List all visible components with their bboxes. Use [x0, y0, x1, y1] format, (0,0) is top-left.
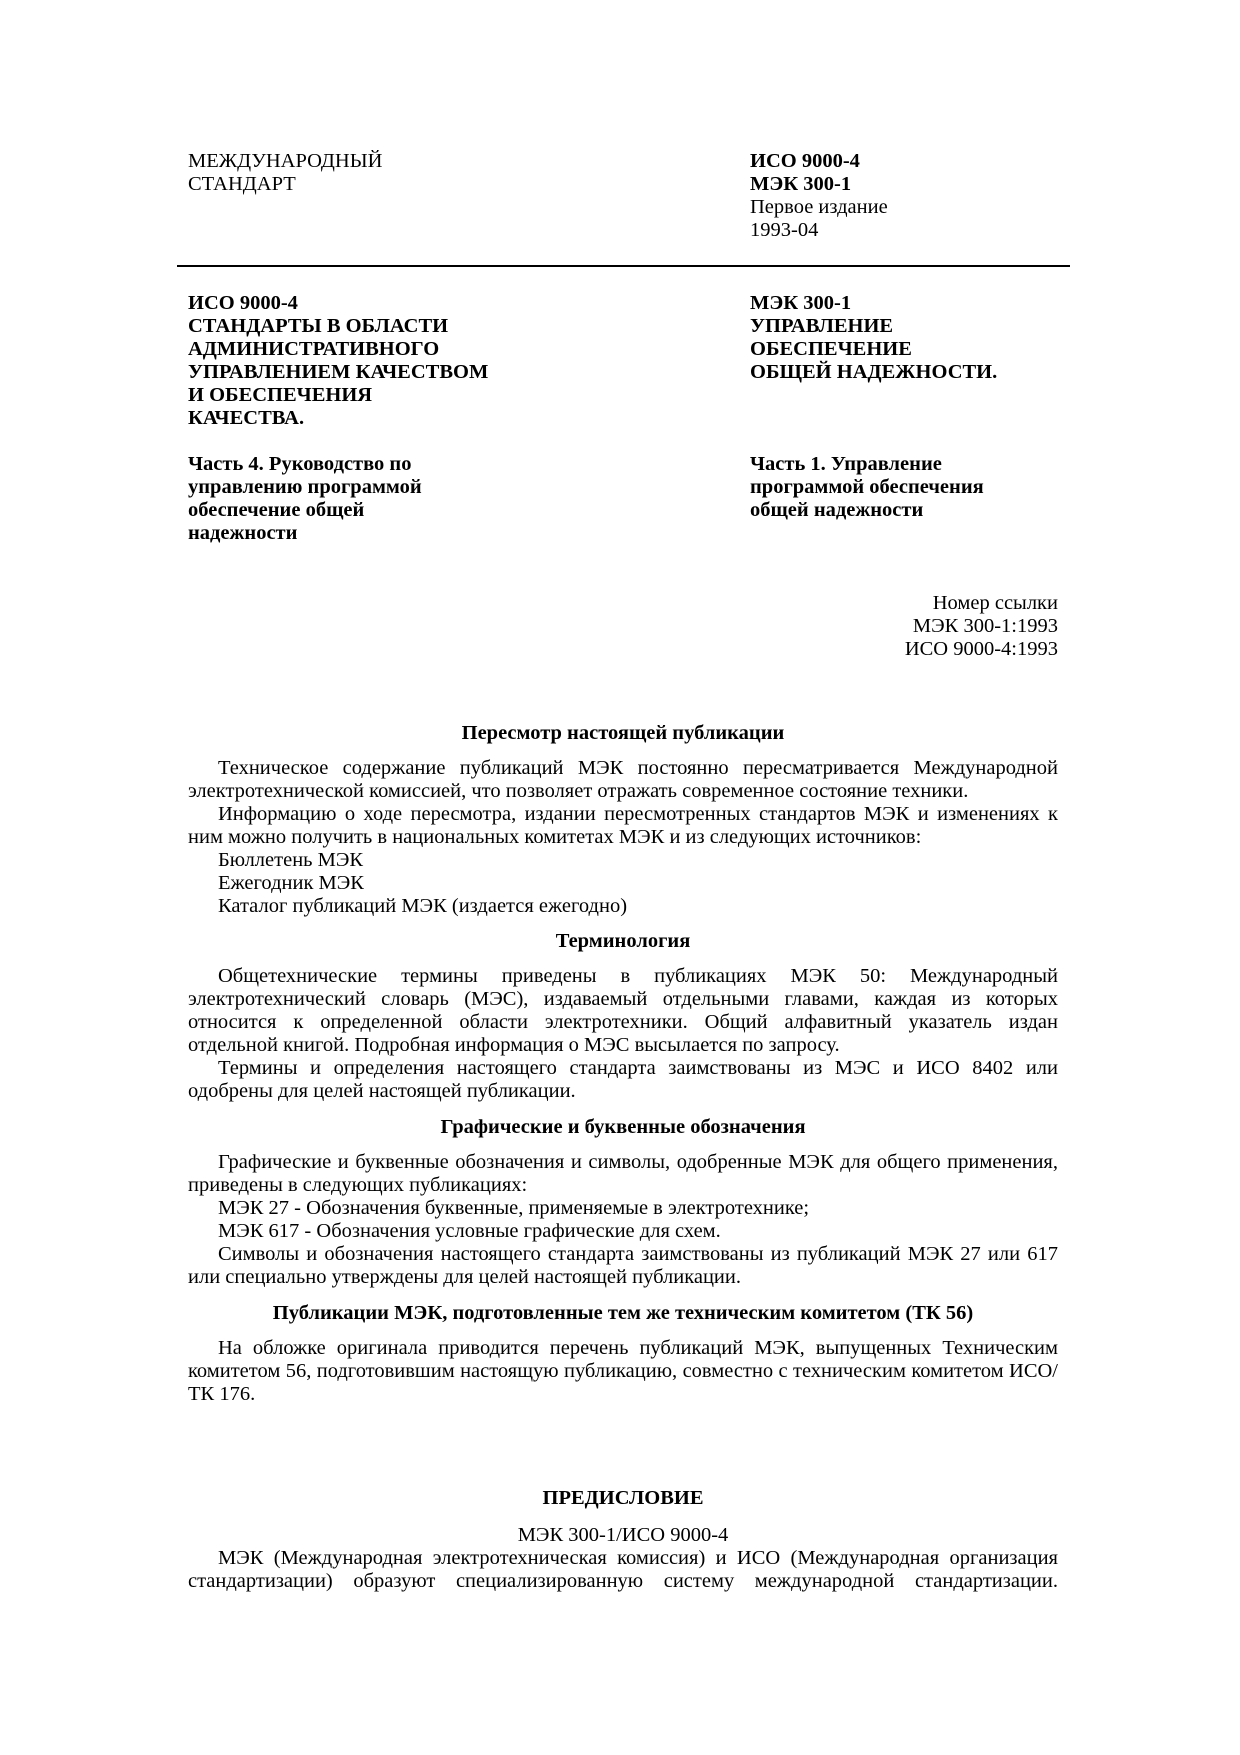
title-line: УПРАВЛЕНИЕМ КАЧЕСТВОМ: [188, 361, 489, 383]
title-line: ИСО 9000-4: [188, 292, 298, 314]
terminology-heading: Терминология: [555, 930, 691, 952]
title-line: КАЧЕСТВА.: [188, 407, 305, 429]
paragraph: Техническое содержание публикаций МЭК постоянно пересматривается Международной электротехнической комиссией, что позволяет отражать современное состояние техники.: [188, 757, 1058, 802]
list-item: МЭК 617 - Обозначения условные графические для схем.: [218, 1220, 721, 1242]
reference-number: [700, 592, 1058, 661]
subtitle-line: программой обеспечения: [750, 476, 984, 498]
subtitle-line: надежности: [188, 522, 298, 544]
foreword-heading: ПРЕДИСЛОВИЕ: [542, 1487, 704, 1509]
symbols-section: [188, 1151, 1058, 1289]
subtitle-line: управлению программой: [188, 476, 422, 498]
document-type-line: СТАНДАРТ: [188, 173, 296, 195]
standard-id: ИСО 9000-4: [750, 150, 860, 172]
list-item: Каталог публикаций МЭК (издается ежегодно): [218, 895, 628, 917]
iec-title: [750, 292, 997, 384]
publications-heading: Публикации МЭК, подготовленные тем же техническим комитетом (ТК 56): [272, 1302, 974, 1324]
title-line: АДМИНИСТРАТИВНОГО: [188, 338, 440, 360]
document-type-line: МЕЖДУНАРОДНЫЙ: [188, 150, 383, 172]
foreword-section: [188, 1547, 1058, 1593]
list-item: Ежегодник МЭК: [218, 872, 364, 894]
paragraph: На обложке оригинала приводится перечень публикаций МЭК, выпущенных Техническим комитетом 56, подготовившим настоящую публикацию, совместно с техническим комитетом ИСО/ТК 176.: [188, 1337, 1058, 1405]
paragraph: Графические и буквенные обозначения и символы, одобренные МЭК для общего применения, приведены в следующих публикациях:: [188, 1151, 1058, 1196]
title-line: УПРАВЛЕНИЕ: [750, 315, 894, 337]
title-line: ОБЕСПЕЧЕНИЕ: [750, 338, 912, 360]
edition-date: 1993-04: [750, 219, 819, 241]
standard-ids: [750, 150, 888, 242]
publications-section: [188, 1337, 1058, 1406]
list-item: Бюллетень МЭК: [218, 849, 364, 871]
paragraph: Символы и обозначения настоящего стандарта заимствованы из публикаций МЭК 27 или 617 или специально утверждены для целей настоящей публикации.: [188, 1243, 1058, 1288]
reference-label: Номер ссылки: [932, 592, 1058, 614]
terminology-section: [188, 965, 1058, 1103]
title-line: МЭК 300-1: [750, 292, 852, 314]
standard-id: МЭК 300-1: [750, 173, 852, 195]
revision-heading: Пересмотр настоящей публикации: [461, 722, 785, 744]
title-line: СТАНДАРТЫ В ОБЛАСТИ: [188, 315, 449, 337]
subtitle-line: общей надежности: [750, 499, 924, 521]
foreword-subheading: МЭК 300-1/ИСО 9000-4: [517, 1524, 729, 1546]
document-type: [188, 150, 382, 196]
revision-section: [188, 757, 1058, 918]
title-line: ОБЩЕЙ НАДЕЖНОСТИ.: [750, 361, 998, 383]
reference-id: ИСО 9000-4:1993: [904, 638, 1058, 660]
paragraph: МЭК (Международная электротехническая комиссия) и ИСО (Международная организация стандартизации) образуют специализированную систему международной стандартизации.: [188, 1547, 1058, 1592]
paragraph: Информацию о ходе пересмотра, издании пересмотренных стандартов МЭК и изменениях к ним можно получить в национальных комитетах МЭК и из следующих источников:: [188, 803, 1058, 848]
paragraph: Общетехнические термины приведены в публикациях МЭК 50: Международный электротехнический словарь (МЭС), издаваемый отдельными главами, каждая из которых относится к определенной области электротехники. Общий алфавитный указатель издан отдельной книгой. Подробная информация о МЭС высылается по запросу.: [188, 965, 1058, 1056]
subtitle-line: Часть 4. Руководство по: [188, 453, 412, 475]
edition-label: Первое издание: [750, 196, 888, 218]
title-line: И ОБЕСПЕЧЕНИЯ: [188, 384, 373, 406]
subtitle-line: Часть 1. Управление: [750, 453, 942, 475]
subtitle-line: обеспечение общей: [188, 499, 365, 521]
paragraph: Термины и определения настоящего стандарта заимствованы из МЭС и ИСО 8402 или одобрены для целей настоящей публикации.: [188, 1057, 1058, 1102]
iso-title: [188, 292, 488, 430]
symbols-heading: Графические и буквенные обозначения: [440, 1116, 806, 1138]
iec-subtitle: [750, 453, 984, 522]
header-divider: [177, 265, 1070, 267]
iso-subtitle: [188, 453, 422, 545]
list-item: МЭК 27 - Обозначения буквенные, применяемые в электротехнике;: [218, 1197, 810, 1219]
reference-id: МЭК 300-1:1993: [912, 615, 1058, 637]
